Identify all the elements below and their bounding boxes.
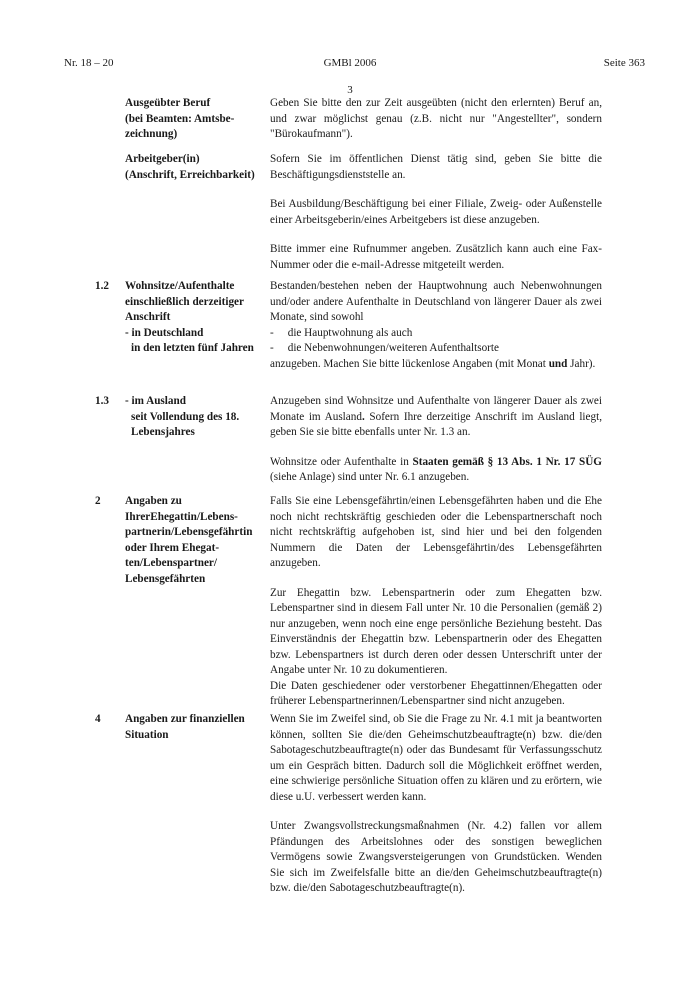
entry-text: Geben Sie bitte den zur Zeit ausgeübten (nicht den erlernten) Beruf an, und zwar möglichst genau (z.B. nicht nur "Angestellter", sondern "Bürokaufmann"). [270, 97, 602, 140]
entry-number: 4 [95, 713, 101, 725]
entry-text: Sofern Sie im öffentlichen Dienst tätig sind, geben Sie bitte die Beschäftigungsdienststelle an. Bei Ausbildung/Beschäftigung bei einer Filiale, Zweig- oder Außenstelle einer Arbeitsgeberin/eines Arbeitgebers ist diese anzugeben. Bitte immer eine Rufnummer angeben. Zusätzlich kann auch eine Fax-Nummer oder die e-mail-Adresse mitgeteilt werden. [270, 153, 602, 271]
entry-text: Falls Sie eine Lebensgefährtin/einen Lebensgefährten haben und die Ehe noch nicht rechtskräftig geschieden oder die Lebenspartnerschaft noch nicht rechtskräftig aufgehoben ist, sind hier und bei den folgenden Nummern die Daten der Lebensgefährtin/des Lebensgefährten anzugeben. Zur Ehegattin bzw. Lebenspartnerin oder zum Ehegatten bzw. Lebenspartner sind in diesem Fall unter Nr. 10 die Personalien (gemäß 2) nur anzugeben, wenn noch eine enge persönliche Beziehung besteht. Das Einverständnis der Ehegattin bzw. Lebenspartnerin oder des Ehegatten bzw. Lebenspartners ist durch deren oder dessen Unterschrift unter der Angabe unter Nr. 10 zu dokumentieren. Die Daten geschiedener oder verstorbener Ehegattinnen/Ehegatten oder früherer Lebenspartnerinnen/Lebenspartner sind nicht anzugeben. [270, 495, 602, 707]
entry-number: 1.2 [95, 280, 109, 292]
page-number: 3 [347, 84, 353, 96]
entry-text: Anzugeben sind Wohnsitze und Aufenthalte von längerer Dauer als zwei Monate im Ausland. Sofern Ihre derzeitige Anschrift im Ausland liegt, geben Sie sie bitte ebenfalls unter Nr. 1.3 an. Wohnsitze oder Aufenthalte in Staaten gemäß § 13 Abs. 1 Nr. 17 SÜG (siehe Anlage) sind unter Nr. 6.1 anzugeben. [270, 395, 603, 483]
header-journal: GMBl 2006 [323, 57, 377, 69]
entry-text: Wenn Sie im Zweifel sind, ob Sie die Frage zu Nr. 4.1 mit ja beantworten können, sollten Sie die/den Geheimschutzbeauftragte(n) bzw. die/den Sabotageschutzbeauftragte(n) oder das Bundesamt für Verfassungsschutz um ein Gespräch bitten. Dadurch soll die Möglichkeit eröffnet werden, eine schwierige persönliche Situation offen zu klären und zu erörtern, wie diese u.U. verbessert werden kann. Unter Zwangsvollstreckungsmaßnahmen (Nr. 4.2) fallen vor allem Pfändungen des Arbeitslohnes oder des sonstigen beweglichen Vermögens sowie Zwangsversteigerungen von Grundstücken. Wenden Sie sich im Zweifelsfalle bitte an die/den Geheimschutzbeauftragte(n) bzw. die/den Sabotageschutzbeauftragte(n). [270, 713, 602, 894]
entry-text: Bestanden/bestehen neben der Hauptwohnung auch Nebenwohnungen und/oder andere Aufenthalte in Deutschland von längerer Dauer als zwei Monate, sind sowohl - die Hauptwohnung als auch - die Nebenwohnungen/weiteren Aufenthaltsorte anzugeben. Machen Sie bitte lückenlose Angaben (mit Monat und Jahr). [270, 280, 602, 370]
list-item: - die Nebenwohnungen/weiteren Aufenthaltsorte [270, 342, 499, 354]
entry-label: Angaben zu IhrerEhegattin/Lebens- partnerin/Lebensgefährtin oder Ihrem Ehegat- ten/Lebenspartner/ Lebensgefährten [125, 495, 253, 585]
entry-label: Wohnsitze/Aufenthalte einschließlich derzeitiger Anschrift - in Deutschland in den letzten fünf Jahren [125, 280, 254, 354]
entry-label: - im Ausland seit Vollendung des 18. Lebensjahres [125, 395, 240, 438]
entry-number: 2 [95, 495, 101, 507]
entry-number: 1.3 [95, 395, 109, 407]
entry-label: Ausgeübter Beruf (bei Beamten: Amtsbe- zeichnung) [125, 97, 235, 140]
header-issue: Nr. 18 – 20 [64, 57, 114, 69]
entry-label: Arbeitgeber(in) (Anschrift, Erreichbarkeit) [125, 153, 255, 181]
list-item: - die Hauptwohnung als auch [270, 326, 413, 339]
header-page: Seite 363 [603, 57, 645, 69]
entry-label: Angaben zur finanziellen Situation [125, 713, 245, 741]
